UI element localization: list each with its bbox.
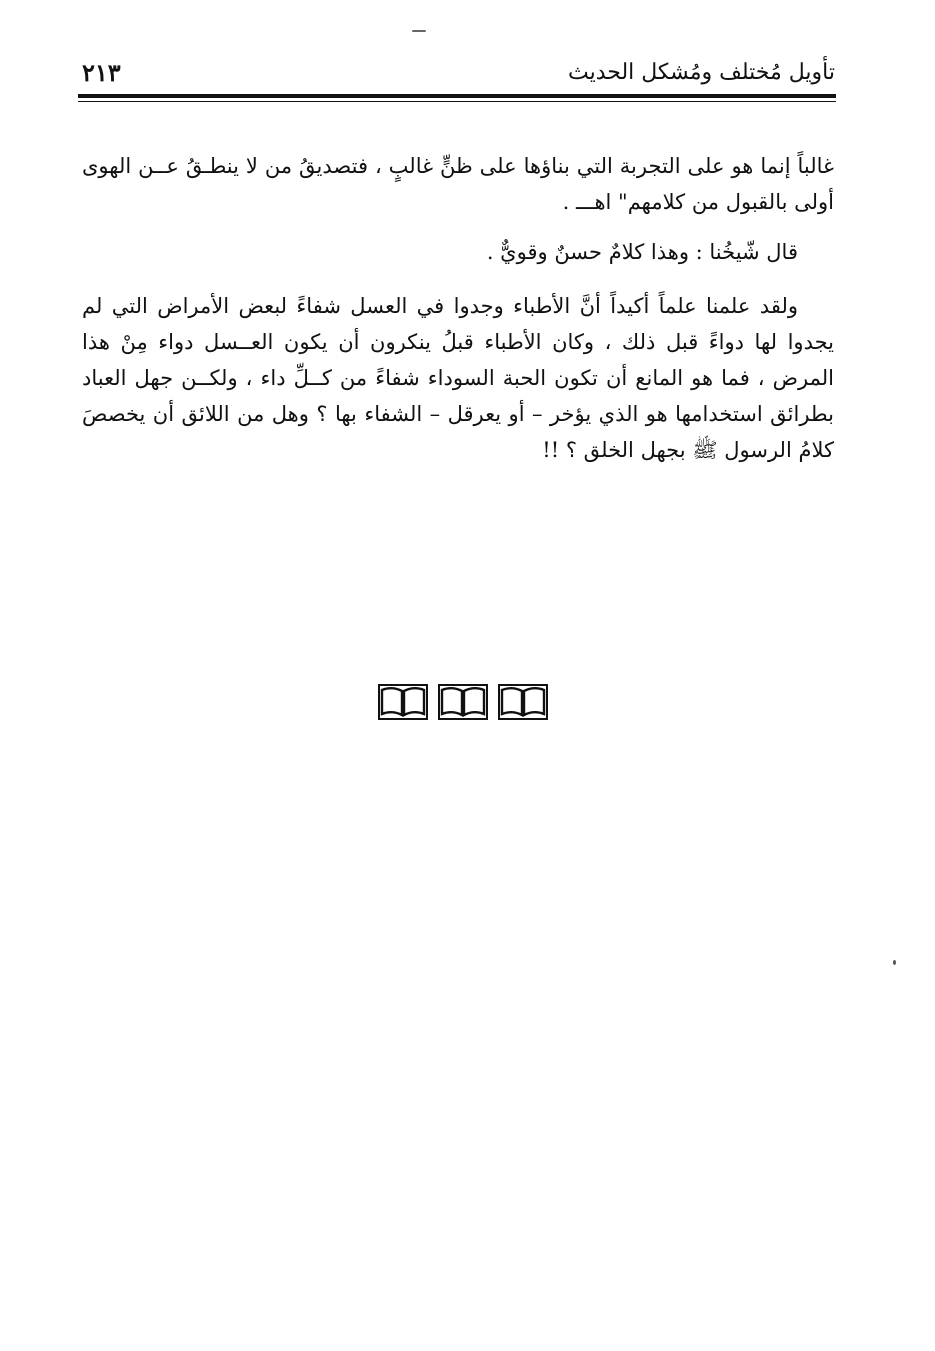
- open-book-icon: [438, 684, 488, 720]
- page-number: ٢١٣: [82, 58, 121, 87]
- open-book-icon: [378, 684, 428, 720]
- scan-speck: [893, 960, 896, 965]
- paragraph-honey-argument: ولقد علمنا علماً أكيداً أنَّ الأطباء وجدوا في العسل شفاءً لبعض الأمراض التي لم يجدوا لها دواءً قبل ذلك ، وكان الأطباء قبلُ ينكرون أن يكون العــسل دواء مِنْ هذا المرض ، فما هو المانع أن تكون الحبة السوداء شفاءً من كــلِّ داء ، ولكــن جهل العباد بطرائق استخدامها هو الذي يؤخر – أو يعرقل – الشفاء بها ؟ وهل من اللائق أن يخصصَ كلامُ الرسول ﷺ بجهل الخلق ؟ !!: [82, 294, 835, 462]
- running-header: [80, 52, 835, 92]
- paragraph-shaykh-comment: قال شّيخُنا : وهذا كلامٌ حسنٌ وقويٌّ .: [486, 240, 798, 264]
- header-title: تأويل مُختلف ومُشكل الحديث: [567, 60, 835, 85]
- paragraph-quote-end: غالباً إنما هو على التجربة التي بناؤها على ظنٍّ غالبٍ ، فتصديقُ من لا ينطـقُ عــن الهوى أولى بالقبول من كلامهم" اهـــ .: [82, 154, 834, 214]
- open-book-icon: [498, 684, 548, 720]
- header-rule-thick: [78, 94, 836, 98]
- section-end-ornament: [378, 683, 548, 721]
- body-text: [82, 148, 834, 468]
- scan-speck: [412, 30, 426, 32]
- header-rule-thin: [78, 101, 836, 102]
